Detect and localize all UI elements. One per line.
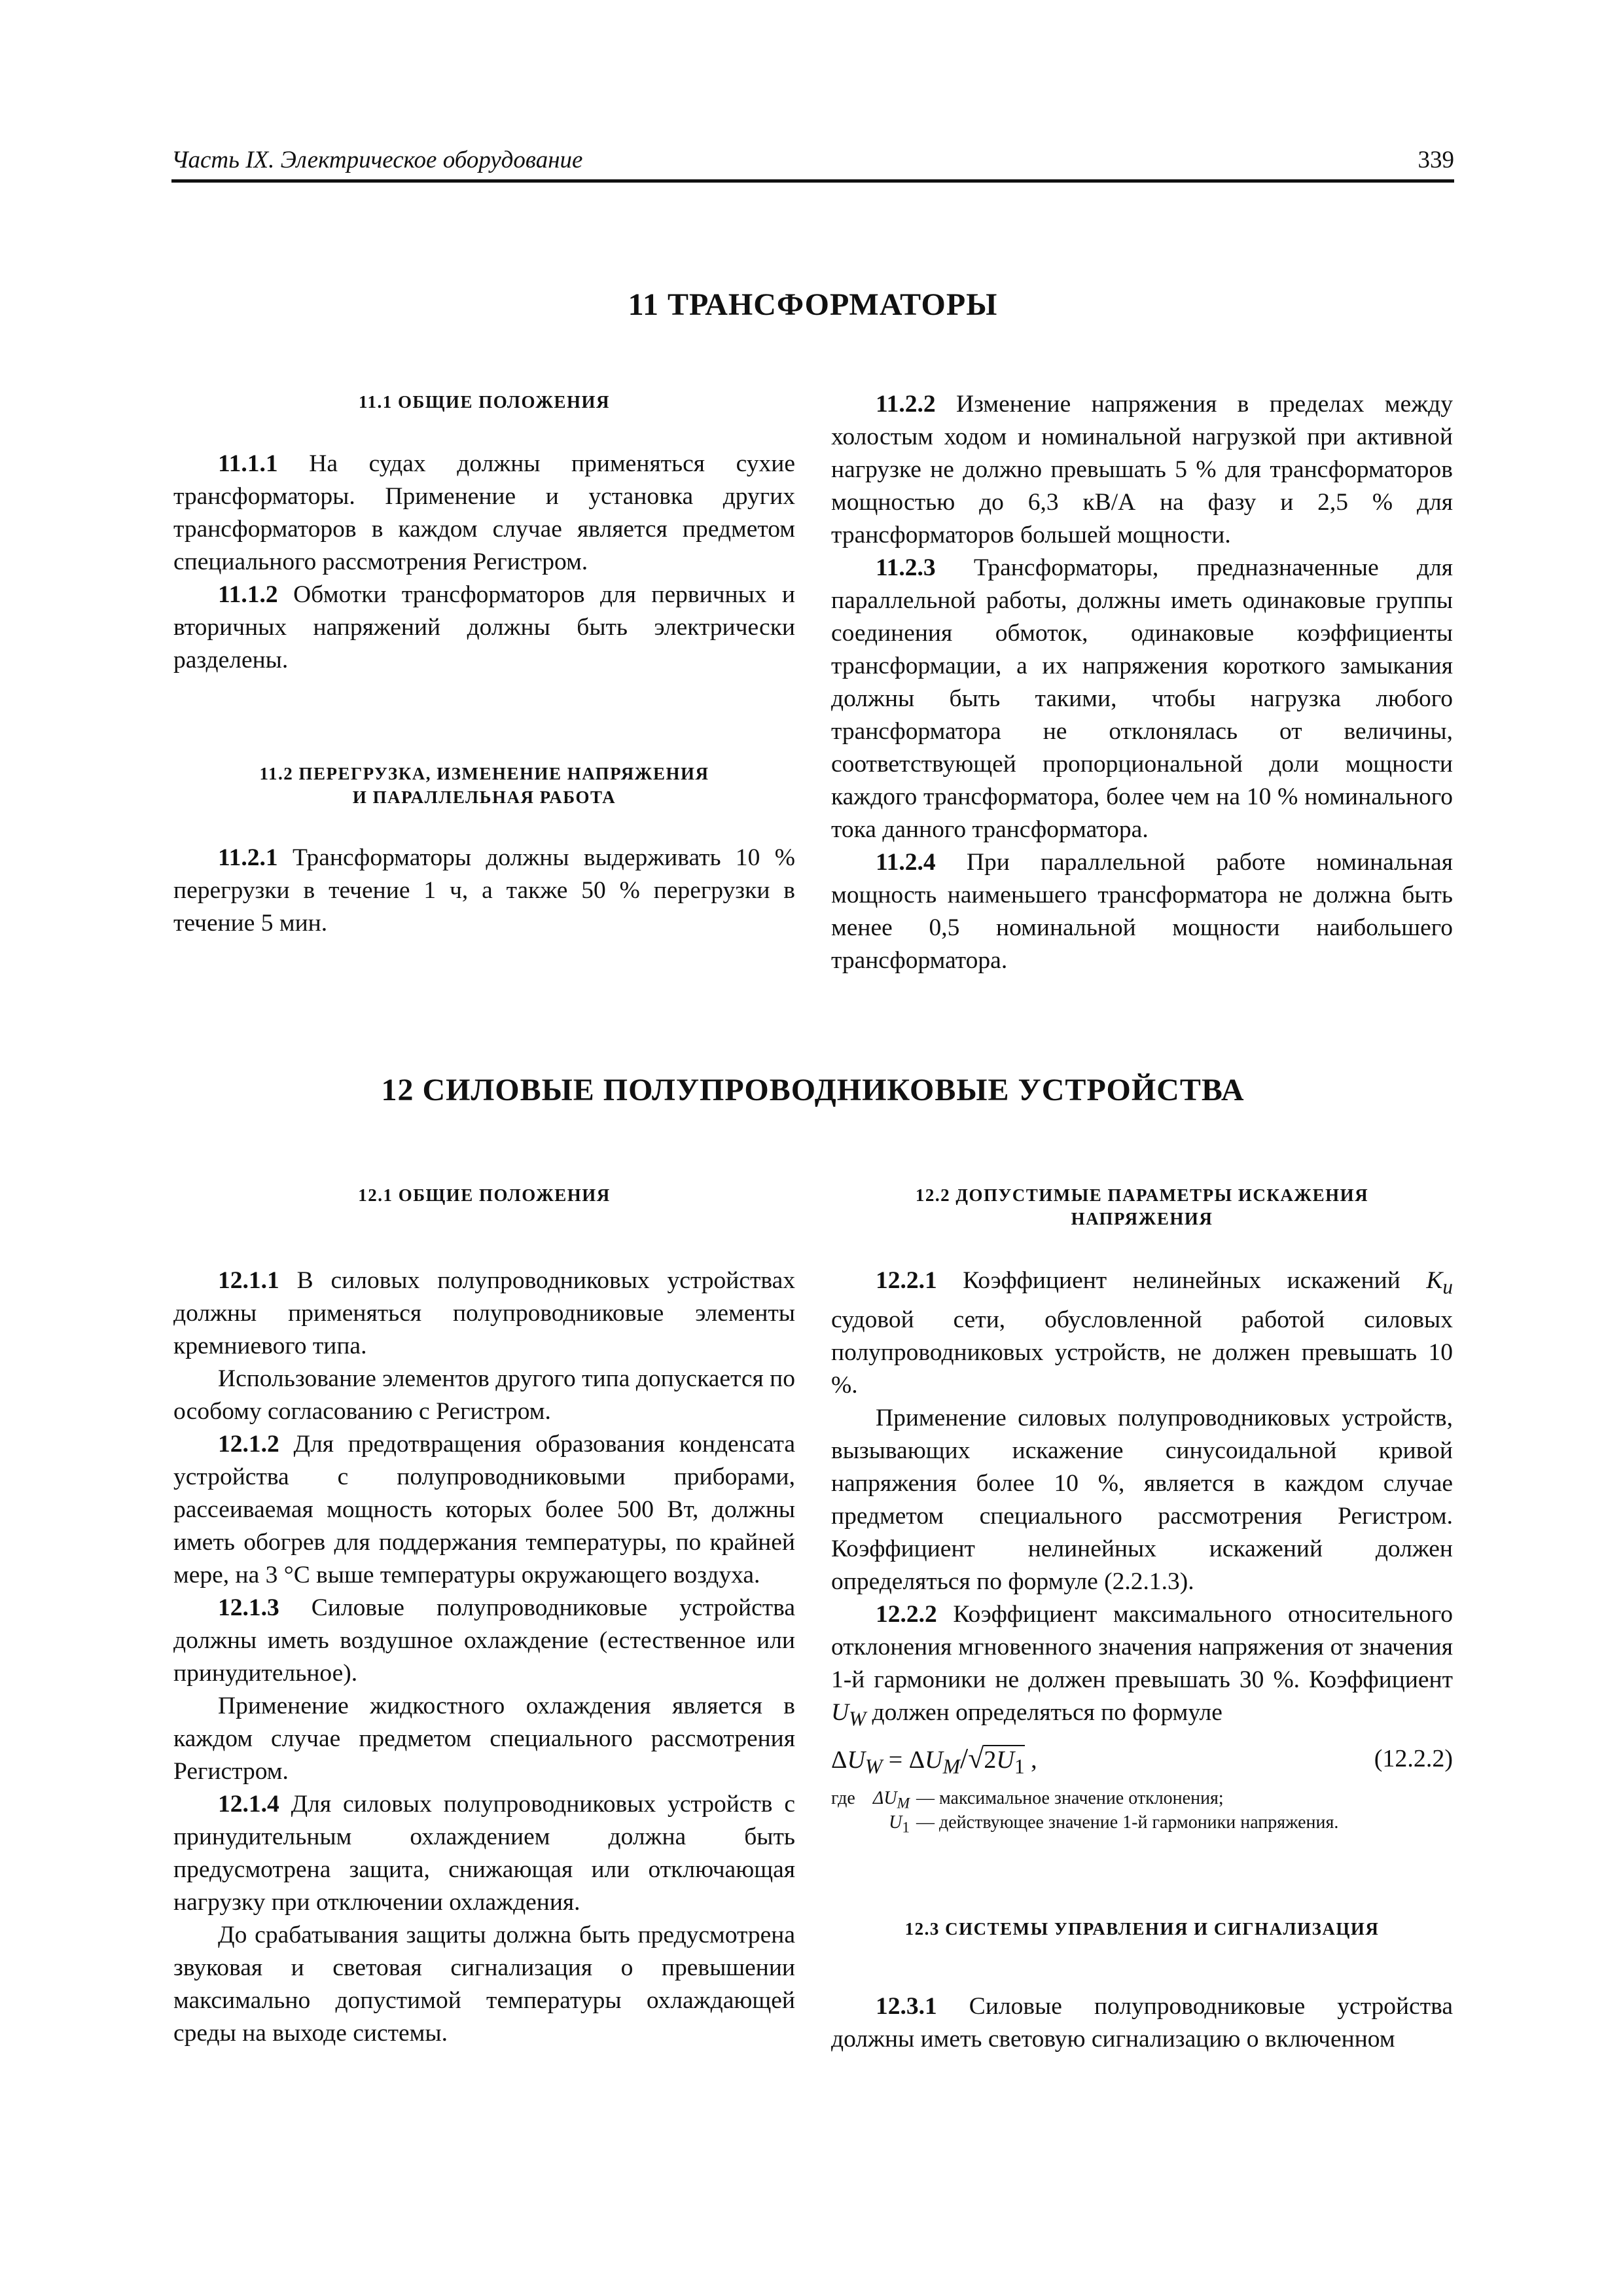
legend-description: — действующее значение 1-й гармоники напряжения. [916, 1812, 1339, 1833]
clause-number: 12.1.4 [218, 1791, 279, 1818]
clause-number: 11.2.4 [876, 849, 936, 876]
legend-where: где [831, 1788, 855, 1808]
paragraph-12-2-1-note: Применение силовых полупроводниковых устройств, вызывающих искажение синусоидальной кривой напряжения более 10 %, является в каждом случае предметом специального рассмотрения Регистром. Коэффициент нелинейных искажений должен определяться по формуле (2.2.1.3). [831, 1404, 1453, 1595]
subsection-11-2-heading-line2: И ПАРАЛЛЕЛЬНАЯ РАБОТА [352, 787, 616, 807]
running-header [171, 145, 1454, 183]
clause-number: 12.1.1 [218, 1267, 279, 1294]
section-11-right-column [831, 388, 1453, 977]
clause-number: 12.1.3 [218, 1594, 279, 1621]
clause-number: 11.2.3 [876, 554, 936, 581]
clause-text: Для силовых полупроводниковых устройств с принудительным охлаждением должна быть предусмотрена защита, снижающая или отключающая нагрузку при отключении охлаждения. [173, 1791, 795, 1916]
paragraph-11-2-3 [831, 552, 1453, 846]
paragraph-12-1-2 [173, 1428, 795, 1592]
clause-number: 11.1.1 [218, 450, 278, 477]
symbol-u: U [831, 1698, 849, 1726]
clause-number: 11.1.2 [218, 581, 278, 608]
clause-number: 12.1.2 [218, 1431, 279, 1458]
clause-text: На судах должны применяться сухие трансформаторы. Применение и установка других трансформаторов в каждом случае является предметом специального рассмотрения Регистром. [173, 450, 795, 575]
paragraph-12-2-2 [831, 1598, 1453, 1736]
paragraph-12-1-4 [173, 1788, 795, 1919]
clause-text: Изменение напряжения в пределах между холостым ходом и номинальной нагрузкой при активной нагрузке не должно превышать 5 % для трансформаторов мощностью до 6,3 кВ/А на фазу и 2,5 % для трансформаторов большей мощности. [831, 391, 1453, 548]
clause-text-rest: судовой сети, обусловленной работой силовых полупроводниковых устройств, не должен превышать 10 %. [831, 1306, 1453, 1399]
clause-text-rest: должен определяться по формуле [866, 1698, 1222, 1726]
paragraph-12-1-3 [173, 1592, 795, 1690]
clause-number: 12.2.1 [876, 1267, 937, 1294]
subsection-11-1-heading: 11.1 ОБЩИЕ ПОЛОЖЕНИЯ [358, 392, 611, 412]
clause-text: Для предотвращения образования конденсата устройства с полупроводниковыми приборами, рассеиваемая мощность которых более 500 Вт, должны иметь обогрев для поддержания температуры, по крайней мере, на 3 °C выше температуры окружающего воздуха. [173, 1431, 795, 1588]
paragraph-11-2-1 [173, 842, 795, 940]
legend-description: — максимальное значение отклонения; [916, 1788, 1224, 1808]
subsection-12-3-heading: 12.3 СИСТЕМЫ УПРАВЛЕНИЯ И СИГНАЛИЗАЦИЯ [904, 1919, 1380, 1939]
section-12-right-column [831, 1183, 1453, 2056]
clause-text: Силовые полупроводниковые устройства должны иметь воздушное охлаждение (естественное или принудительное). [173, 1594, 795, 1687]
section-11-title: 11 ТРАНСФОРМАТОРЫ [628, 287, 998, 322]
clause-number: 12.3.1 [876, 1993, 937, 2020]
paragraph-12-1-1 [173, 1265, 795, 1363]
page-number: 339 [1418, 147, 1454, 173]
symbol-k: K [1426, 1267, 1443, 1294]
clause-text: В силовых полупроводниковых устройствах должны применяться полупроводниковые элементы кремниевого типа. [173, 1267, 795, 1359]
paragraph-11-2-2 [831, 388, 1453, 552]
clause-text: При параллельной работе номинальная мощность наименьшего трансформатора не должна быть менее 0,5 номинальной мощности наибольшего трансформатора. [831, 849, 1453, 974]
subsection-11-2-heading-line1: 11.2 ПЕРЕГРУЗКА, ИЗМЕНЕНИЕ НАПРЯЖЕНИЯ [259, 764, 709, 783]
paragraph-12-1-3-note: Применение жидкостного охлаждения является в каждом случае предметом специального рассмотрения Регистром. [173, 1693, 795, 1785]
subsection-12-2-heading-line1: 12.2 ДОПУСТИМЫЕ ПАРАМЕТРЫ ИСКАЖЕНИЯ [915, 1185, 1369, 1205]
paragraph-11-1-1 [173, 448, 795, 579]
legend-row [831, 1786, 1453, 1810]
formula-number: (12.2.2) [1374, 1745, 1453, 1772]
paragraph-12-1-1-note: Использование элементов другого типа допускается по особому согласованию с Регистром. [173, 1365, 795, 1425]
symbol-u-subscript: W [849, 1707, 866, 1730]
paragraph-11-2-4 [831, 846, 1453, 977]
legend-row [831, 1810, 1453, 1835]
clause-text: Трансформаторы, предназначенные для параллельной работы, должны иметь одинаковые группы соединения обмоток, одинаковые коэффициенты трансформации, а их напряжения короткого замыкания должны быть такими, чтобы нагрузка любого трансформатора не отклонялась от величины, соответствующей пропорциональной доли мощности каждого трансформатора, более чем на 10 % номинального тока данного трансформатора. [831, 554, 1453, 843]
paragraph-12-2-1 [831, 1265, 1453, 1402]
formula-12-2-2 [831, 1738, 1453, 1780]
running-title: Часть IX. Электрическое оборудование [171, 147, 583, 173]
clause-text: Обмотки трансформаторов для первичных и вторичных напряжений должны быть электрически разделены. [173, 581, 795, 673]
subsection-12-1-heading: 12.1 ОБЩИЕ ПОЛОЖЕНИЯ [358, 1185, 611, 1205]
paragraph-12-3-1 [831, 1990, 1453, 2056]
formula-body: $\Delta U_W = \Delta U_M/√2U_1$ , [831, 1742, 1037, 1778]
clause-number: 12.2.2 [876, 1600, 937, 1628]
paragraph-11-1-2 [173, 579, 795, 677]
clause-text: Трансформаторы должны выдерживать 10 % перегрузки в течение 1 ч, а также 50 % перегрузки в течение 5 мин. [173, 844, 795, 937]
paragraph-12-1-4-note: До срабатывания защиты должна быть предусмотрена звуковая и световая сигнализация о превышении максимально допустимой температуры охлаждающей среды на выходе системы. [173, 1922, 795, 2047]
formula-legend [831, 1786, 1453, 1835]
symbol-k-subscript: u [1442, 1275, 1453, 1299]
section-12-title: 12 СИЛОВЫЕ ПОЛУПРОВОДНИКОВЫЕ УСТРОЙСТВА [381, 1073, 1245, 1107]
clause-text: Силовые полупроводниковые устройства должны иметь световую сигнализацию о включенном [831, 1993, 1453, 2053]
clause-text: Коэффициент максимального относительного отклонения мгновенного значения напряжения от значения 1-й гармоники не должен превышать 30 %. Коэффициент [831, 1600, 1453, 1693]
section-11-left-column [173, 390, 795, 940]
clause-text: Коэффициент нелинейных искажений [936, 1267, 1427, 1294]
legend-symbol: $\Delta U_M$ [872, 1788, 910, 1812]
clause-number: 11.2.1 [218, 844, 278, 871]
clause-number: 11.2.2 [876, 391, 936, 418]
formula-expression [831, 1738, 1037, 1788]
legend-symbol: $U_1$ [889, 1812, 910, 1837]
subsection-12-2-heading-line2: НАПРЯЖЕНИЯ [1071, 1209, 1213, 1229]
section-12-left-column [173, 1183, 795, 2050]
